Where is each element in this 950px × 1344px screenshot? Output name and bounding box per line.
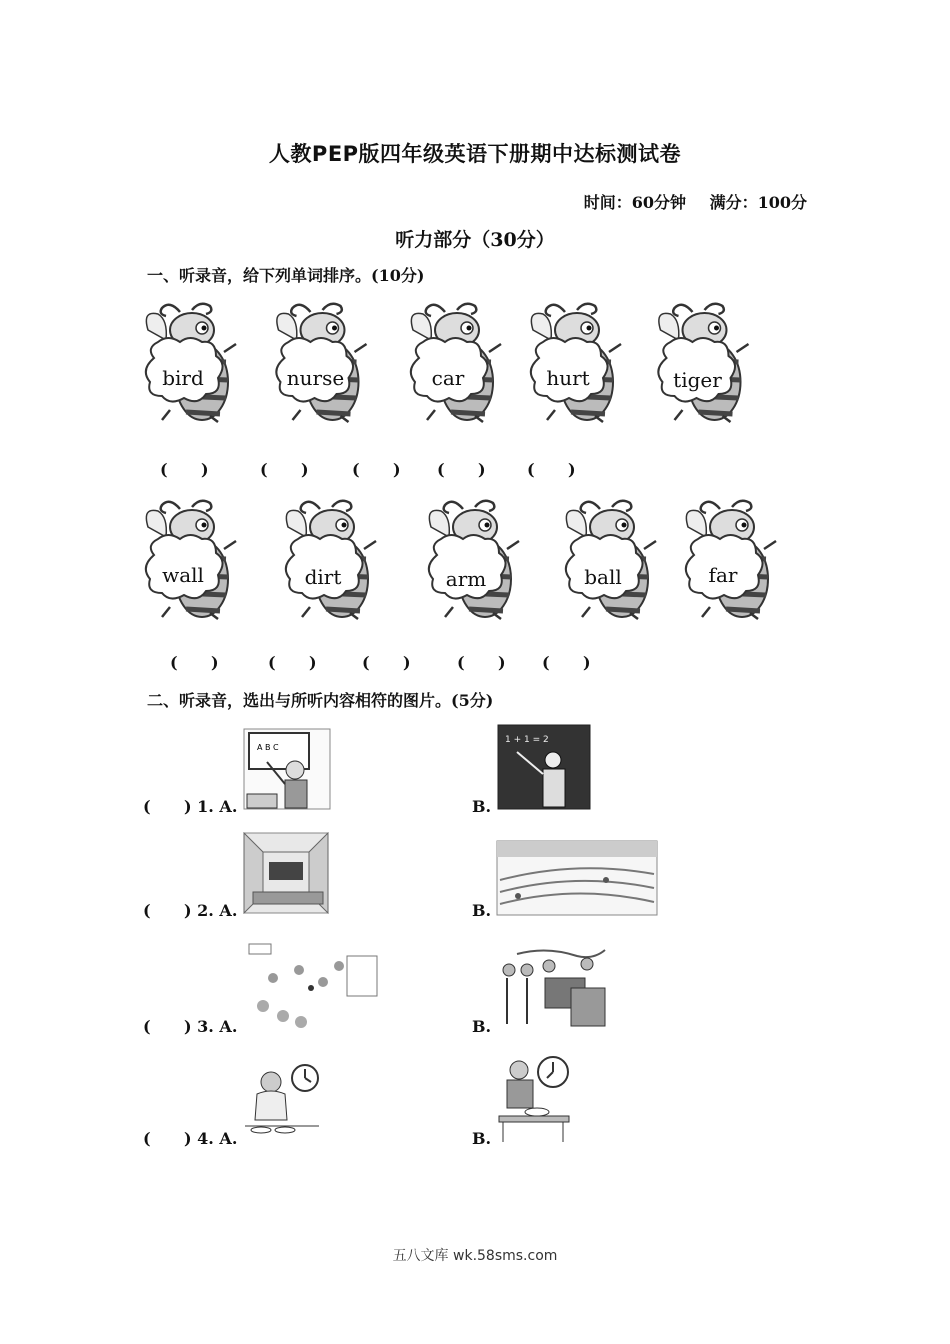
bee-icon [560,497,660,622]
bee-card-far [680,497,780,626]
bee-icon [280,497,380,622]
bee-icon [680,497,780,622]
bee-icon [140,497,240,622]
question-1-option-b: B. [472,797,492,816]
question-3-label: ( ) 3. A. [143,1017,238,1036]
word-bird: bird [162,366,204,390]
bee-card-nurse [263,300,378,429]
question-1-label: ( ) 1. A. [143,797,238,816]
answer-blank[interactable]: ( ) [457,653,506,672]
question-4-label: ( ) 4. A. [143,1129,238,1148]
question-2-label: ( ) 2. A. [143,901,238,920]
question-2-option-b: B. [472,901,492,920]
word-wall: wall [162,563,204,587]
full-score: 满分：100分 [709,193,807,212]
section2-heading: 二、听录音，选出与所听内容相符的图片。(5分) [147,691,494,710]
bee-icon [525,300,625,425]
eating-dinner-picture[interactable] [497,1054,573,1144]
answer-blank[interactable]: ( ) [268,653,317,672]
answer-blank[interactable]: ( ) [362,653,411,672]
board-text-abc: A B C [257,743,279,752]
bee-card-dirt [280,497,380,626]
word-arm: arm [445,567,487,591]
answer-blank[interactable]: ( ) [352,460,401,479]
word-far: far [708,563,738,587]
word-hurt: hurt [546,366,590,390]
running-track-picture[interactable] [496,840,658,916]
question-4-option-b: B. [472,1129,492,1148]
classroom-picture[interactable] [243,832,329,914]
bee-icon [263,300,378,425]
music-class-picture[interactable] [497,944,609,1028]
answer-blank[interactable]: ( ) [260,460,309,479]
time-limit: 时间：60分钟 [583,193,687,212]
bee-icon [140,300,240,425]
page-title: 人教PEP版四年级英语下册期中达标测试卷 [268,142,682,166]
teacher-abc-picture[interactable] [243,728,331,810]
bee-icon [645,300,760,425]
exam-meta [566,190,807,213]
answer-blank[interactable]: ( ) [527,460,576,479]
playing-football-picture[interactable] [243,942,379,1038]
bee-card-arm [423,497,523,626]
bee-icon [423,497,523,622]
word-dirt: dirt [304,565,342,589]
answer-blank[interactable]: ( ) [170,653,219,672]
answer-blank[interactable]: ( ) [160,460,209,479]
bee-card-tiger [645,300,760,429]
word-car: car [431,366,465,390]
bee-card-bird [140,300,240,429]
word-nurse: nurse [286,366,345,390]
eating-breakfast-picture[interactable] [243,1062,323,1142]
bee-card-hurt [525,300,625,429]
part-title: 听力部分（30分） [395,229,555,251]
footer-watermark: 五八文库 wk.58sms.com [392,1248,558,1264]
question-3-option-b: B. [472,1017,492,1036]
section1-heading: 一、听录音，给下列单词排序。(10分) [147,266,425,285]
bee-card-ball [560,497,660,626]
bee-card-car [405,300,505,429]
word-tiger: tiger [673,368,722,392]
answer-blank[interactable]: ( ) [542,653,591,672]
answer-blank[interactable]: ( ) [437,460,486,479]
teacher-blackboard-picture[interactable] [497,724,591,810]
bee-icon [405,300,505,425]
word-ball: ball [584,565,622,589]
bee-card-wall [140,497,240,626]
board-text-math: 1 + 1 = 2 [505,735,549,745]
